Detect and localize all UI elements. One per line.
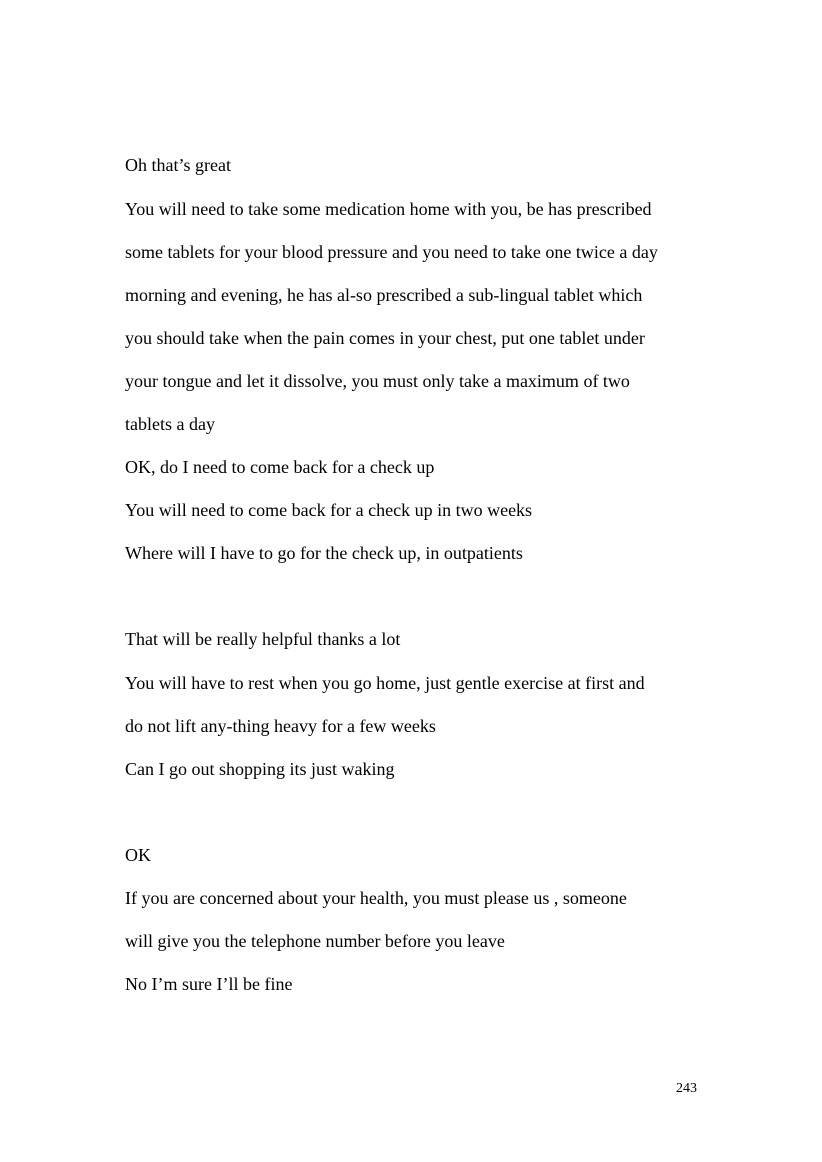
- text-line: You will have to rest when you go home, just gentle exercise at first and: [125, 673, 645, 693]
- page-number: 243: [676, 1081, 697, 1096]
- text-line: Oh that’s great: [125, 155, 231, 175]
- text-line: OK, do I need to come back for a check up: [125, 457, 435, 477]
- text-line: will give you the telephone number before you leave: [125, 931, 505, 951]
- text-line: some tablets for your blood pressure and you need to take one twice a day: [125, 242, 658, 262]
- text-line: Can I go out shopping its just waking: [125, 759, 395, 779]
- text-line: That will be really helpful thanks a lot: [125, 629, 401, 649]
- text-line: If you are concerned about your health, you must please us , someone: [125, 888, 627, 908]
- text-line: You will need to take some medication home with you, be has prescribed: [125, 199, 652, 219]
- text-line: you should take when the pain comes in your chest, put one tablet under: [125, 328, 645, 348]
- text-line: do not lift any-thing heavy for a few weeks: [125, 716, 436, 736]
- text-line: No I’m sure I’ll be fine: [125, 974, 293, 994]
- text-line: tablets a day: [125, 414, 215, 434]
- text-line: morning and evening, he has al-so prescribed a sub-lingual tablet which: [125, 285, 643, 305]
- text-line: OK: [125, 845, 151, 865]
- text-line: your tongue and let it dissolve, you must only take a maximum of two: [125, 371, 630, 391]
- text-line: Where will I have to go for the check up, in outpatients: [125, 543, 523, 563]
- text-line: You will need to come back for a check up in two weeks: [125, 500, 533, 520]
